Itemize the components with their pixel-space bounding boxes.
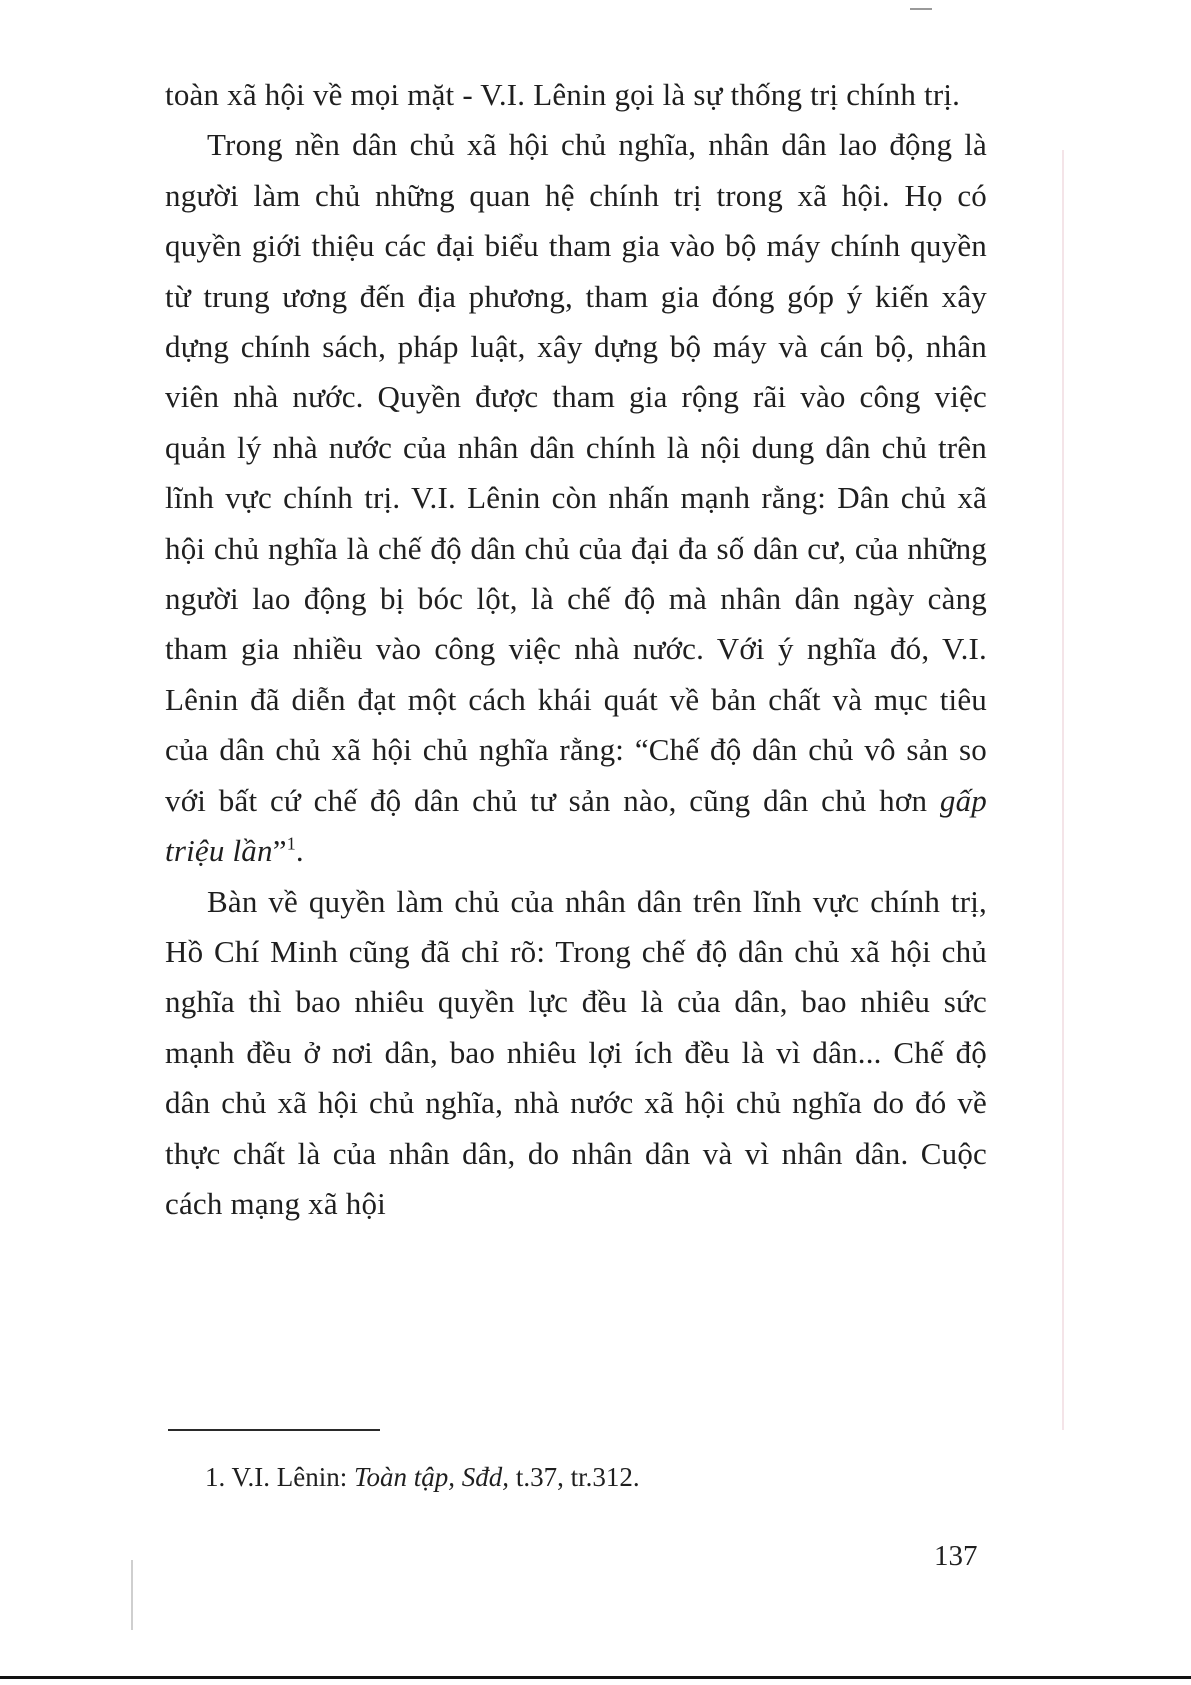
footnote-divider <box>168 1429 380 1431</box>
paragraph-lenin-democracy <box>165 120 987 876</box>
paragraph-text: Trong nền dân chủ xã hội chủ nghĩa, nhân dân lao động là người làm chủ những quan hệ chính trị trong xã hội. Họ có quyền giới thiệu các đại biểu tham gia vào bộ máy chính quyền từ trung ương đến địa phương, tham gia đóng góp ý kiến xây dựng chính sách, pháp luật, xây dựng bộ máy và cán bộ, nhân viên nhà nước. Quyền được tham gia rộng rãi vào công việc quản lý nhà nước của nhân dân chính là nội dung dân chủ trên lĩnh vực chính trị. V.I. Lênin còn nhấn mạnh rằng: Dân chủ xã hội chủ nghĩa là chế độ dân chủ của đại đa số dân cư, của những người lao động bị bóc lột, là chế độ mà nhân dân ngày càng tham gia nhiều vào công việc nhà nước. Với ý nghĩa đó, V.I. Lênin đã diễn đạt một cách khái quát về bản chất và mục tiêu của dân chủ xã hội chủ nghĩa rằng: “Chế độ dân chủ vô sản so với bất cứ chế độ dân chủ tư sản nào, cũng dân chủ hơn <box>165 127 987 818</box>
footnote-ref[interactable]: 1 <box>286 833 296 854</box>
footnote-rest: t.37, tr.312. <box>515 1462 640 1492</box>
page-number: 137 <box>934 1540 978 1572</box>
scan-bottom-edge <box>0 1676 1191 1679</box>
scan-edge <box>1062 150 1064 1430</box>
paragraph-continuation: toàn xã hội về mọi mặt - V.I. Lênin gọi là sự thống trị chính trị. <box>165 77 961 112</box>
paragraph-ho-chi-minh: Bàn về quyền làm chủ của nhân dân trên lĩnh vực chính trị, Hồ Chí Minh cũng đã chỉ rõ: Trong chế độ dân chủ xã hội chủ nghĩa thì bao nhiêu quyền lực đều là của dân, bao nhiêu sức mạnh đều ở nơi dân, bao nhiêu lợi ích đều là vì dân... Chế độ dân chủ xã hội chủ nghĩa, nhà nước xã hội chủ nghĩa do đó về thực chất là của nhân dân, do nhân dân và vì nhân dân. Cuộc cách mạng xã hội <box>165 883 987 1221</box>
footnote-title: Toàn tập, Sđd, <box>354 1462 510 1492</box>
quote-end: . <box>295 833 304 869</box>
body-text <box>165 70 987 1229</box>
quote-emphasis: gấp triệu lần <box>165 782 987 869</box>
quote-close: ” <box>272 833 287 869</box>
footnote <box>205 1458 965 1496</box>
scan-mark <box>910 8 932 10</box>
footnote-number: 1. <box>205 1462 226 1492</box>
footnote-author: V.I. Lênin: <box>231 1462 348 1492</box>
scan-edge-left <box>131 1560 133 1630</box>
